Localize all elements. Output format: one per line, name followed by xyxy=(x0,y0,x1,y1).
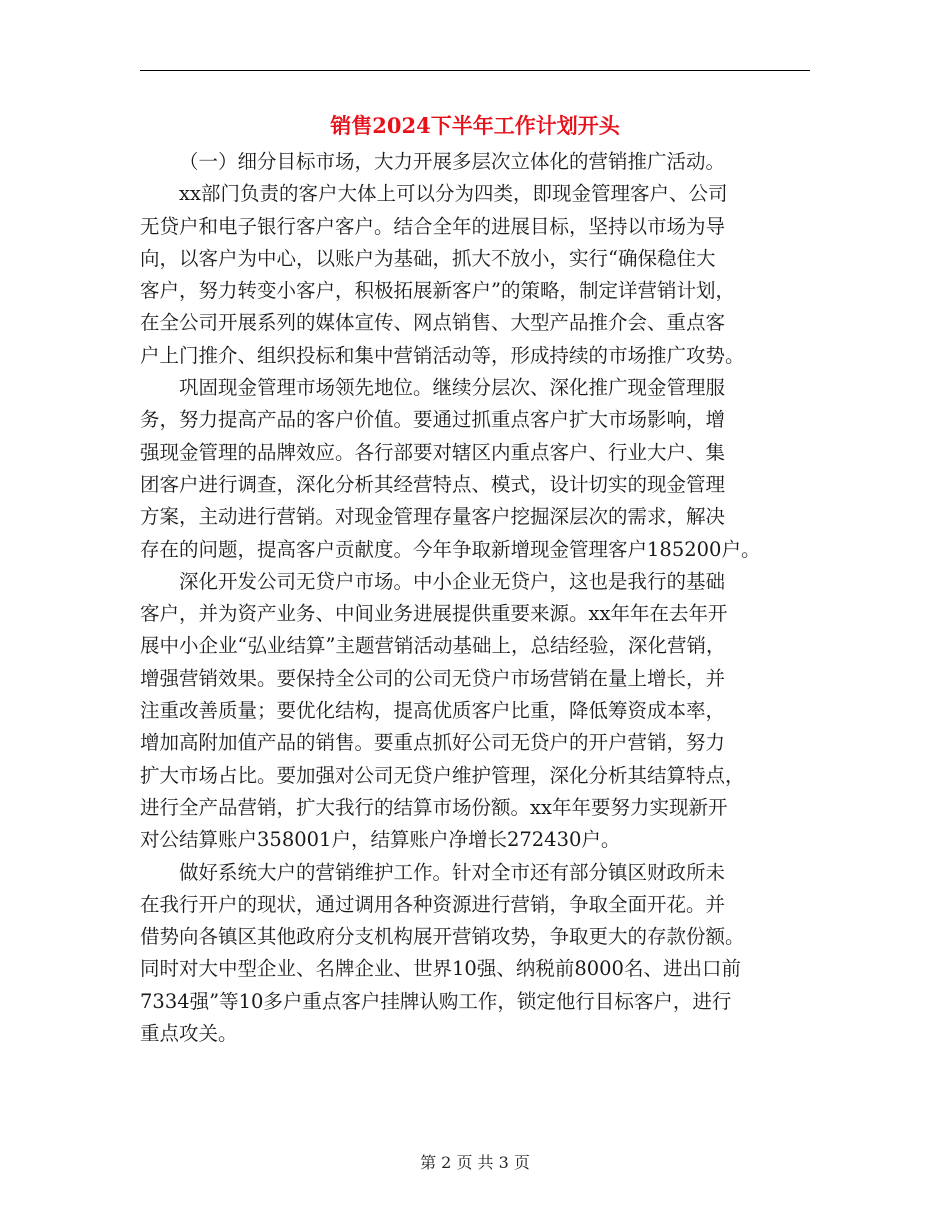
text-line: 注重改善质量；要优化结构，提高优质客户比重，降低筹资成本率， xyxy=(140,699,726,723)
text-line: 对公结算账户358001户，结算账户净增长272430户。 xyxy=(140,828,621,852)
page-title: 销售2024下半年工作计划开头 xyxy=(330,113,620,138)
text-line: 客户，并为资产业务、中间业务进展提供重要来源。xx年年在去年开 xyxy=(140,602,728,626)
text-line: 增加高附加值产品的销售。要重点抓好公司无贷户的开户营销，努力 xyxy=(140,731,726,755)
text-line: 无贷户和电子银行客户客户。结合全年的进展目标，坚持以市场为导 xyxy=(140,214,726,238)
text-line: 借势向各镇区其他政府分支机构展开营销攻势，争取更大的存款份额。 xyxy=(140,925,745,949)
text-line: 深化开发公司无贷户市场。中小企业无贷户，这也是我行的基础 xyxy=(179,569,726,593)
text-line: 务，努力提高产品的客户价值。要通过抓重点客户扩大市场影响，增 xyxy=(140,408,726,432)
text-line: 向，以客户为中心，以账户为基础，抓大不放小，实行“确保稳住大 xyxy=(140,246,716,270)
text-line: 存在的问题，提高客户贡献度。今年争取新增现金管理客户185200户。 xyxy=(140,537,761,561)
text-line: 在我行开户的现状，通过调用各种资源进行营销，争取全面开花。并 xyxy=(140,892,726,916)
header-rule xyxy=(140,70,810,71)
text-line: xx部门负责的客户大体上可以分为四类，即现金管理客户、公司 xyxy=(179,182,728,206)
text-line: 在全公司开展系列的媒体宣传、网点销售、大型产品推介会、重点客 xyxy=(140,311,726,335)
text-line: 团客户进行调查，深化分析其经营特点、模式，设计切实的现金管理 xyxy=(140,472,726,496)
text-line: 7334强”等10多户重点客户挂牌认购工作，锁定他行目标客户，进行 xyxy=(140,989,732,1013)
text-line: 重点攻关。 xyxy=(140,1022,238,1046)
text-line: 户上门推介、组织投标和集中营销活动等，形成持续的市场推广攻势。 xyxy=(140,343,745,367)
text-line: 同时对大中型企业、名牌企业、世界10强、纳税前8000名、进出口前 xyxy=(140,957,741,981)
paragraph-2 xyxy=(140,178,810,372)
paragraph-3 xyxy=(140,372,810,566)
text-line: 扩大市场占比。要加强对公司无贷户维护管理，深化分析其结算特点， xyxy=(140,763,745,787)
page-number-footer: 第 2 页 共 3 页 xyxy=(420,1153,530,1172)
text-line: 方案，主动进行营销。对现金管理存量客户挖掘深层次的需求，解决 xyxy=(140,505,726,529)
document-body xyxy=(140,146,810,1050)
text-line: 做好系统大户的营销维护工作。针对全市还有部分镇区财政所未 xyxy=(179,860,726,884)
paragraph-5 xyxy=(140,857,810,1051)
paragraph-1 xyxy=(140,146,810,178)
text-line: （一）细分目标市场，大力开展多层次立体化的营销推广活动。 xyxy=(179,150,726,173)
text-line: 客户，努力转变小客户，积极拓展新客户”的策略，制定详营销计划， xyxy=(140,279,735,303)
text-line: 增强营销效果。要保持全公司的公司无贷户市场营销在量上增长，并 xyxy=(140,666,726,690)
text-line: 展中小企业“弘业结算”主题营销活动基础上，总结经验，深化营销， xyxy=(140,634,726,658)
text-line: 进行全产品营销，扩大我行的结算市场份额。xx年年要努力实现新开 xyxy=(140,795,728,819)
text-line: 巩固现金管理市场领先地位。继续分层次、深化推广现金管理服 xyxy=(179,376,726,400)
text-line: 强现金管理的品牌效应。各行部要对辖区内重点客户、行业大户、集 xyxy=(140,440,726,464)
paragraph-4 xyxy=(140,566,810,857)
